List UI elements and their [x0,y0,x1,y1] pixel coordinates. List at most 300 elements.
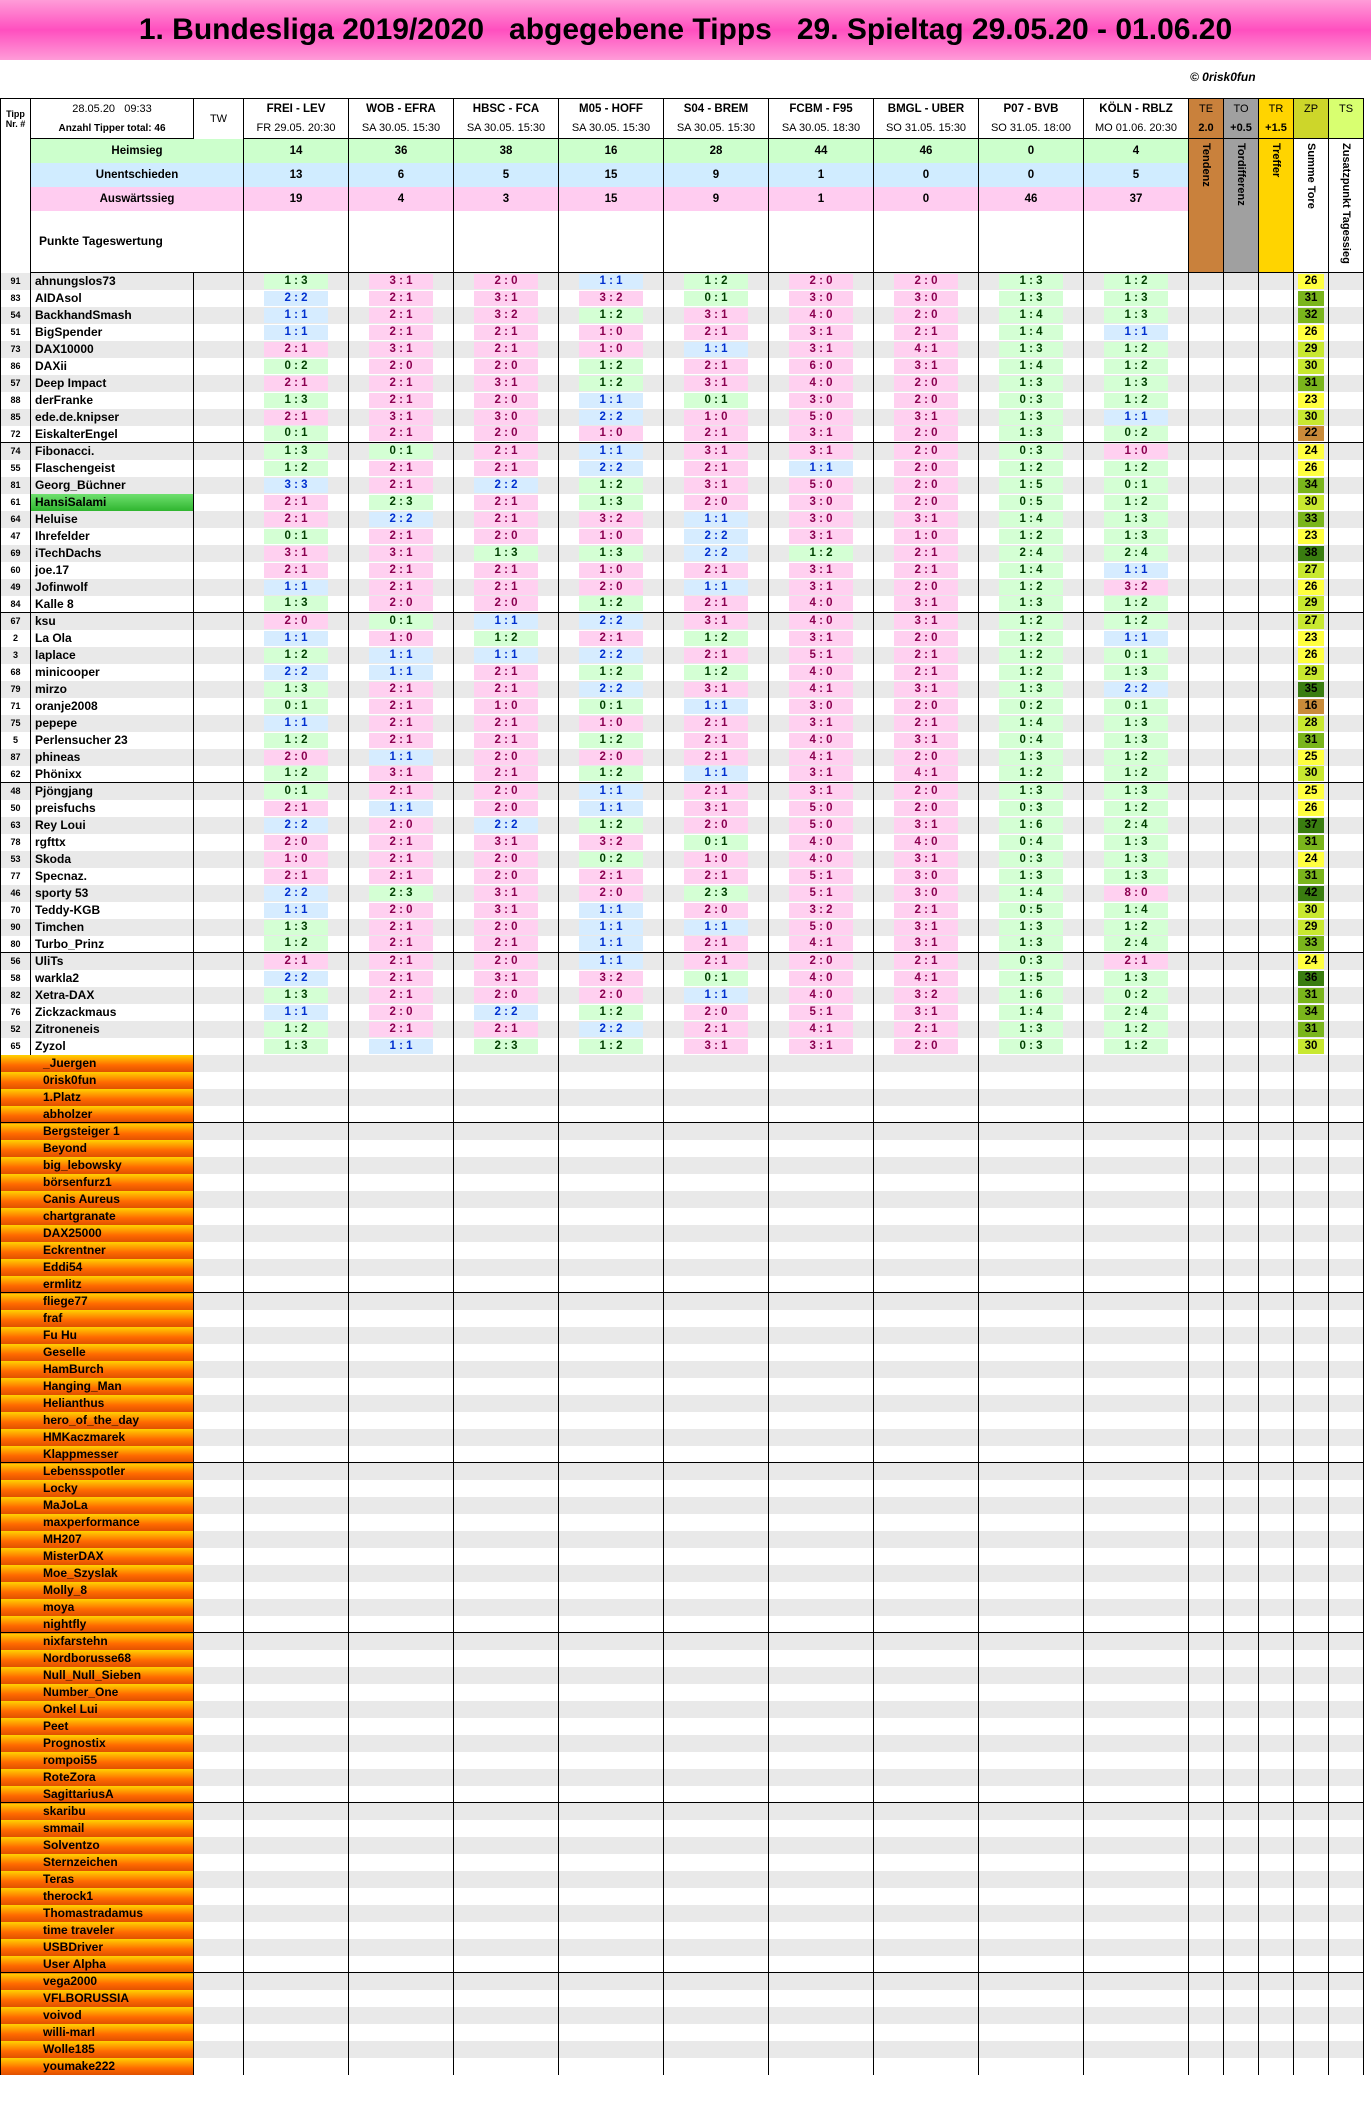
tip-value: 2 : 1 [474,580,538,595]
tw-cell [194,749,244,766]
tip-value: 2 : 0 [894,376,958,391]
empty-cell [1084,1123,1189,1140]
tipper-nr: 72 [1,426,31,443]
empty-cell [1294,1344,1329,1361]
tipper-nr: 78 [1,834,31,851]
empty-cell [874,1701,979,1718]
empty-cell [769,1769,874,1786]
empty-cell [769,1157,874,1174]
tip-value: 2 : 1 [264,563,328,578]
empty-cell [559,2024,664,2041]
tip-cell-2 [454,970,559,987]
tip-cell-3 [559,647,664,664]
tipper-name: DAX10000 [31,341,194,358]
to-cell [1224,477,1259,494]
empty-cell [769,1548,874,1565]
empty-cell [244,1990,349,2007]
tip-cell-2 [454,477,559,494]
tip-value: 0 : 1 [684,835,748,850]
tw-cell [194,460,244,477]
empty-cell [874,1174,979,1191]
empty-cell [1259,1514,1294,1531]
tip-value: 1 : 1 [264,631,328,646]
tip-cell-5 [769,902,874,919]
empty-cell [349,1106,454,1123]
tip-cell-0 [244,851,349,868]
empty-cell [1259,1174,1294,1191]
empty-cell [1259,1378,1294,1395]
tip-cell-1 [349,868,454,885]
tr-cell [1259,817,1294,834]
empty-cell [979,1701,1084,1718]
tip-cell-1 [349,426,454,443]
zp-cell [1294,426,1329,443]
zp-value: 30 [1298,1039,1324,1054]
tipper-name: La Ola [31,630,194,647]
empty-cell [349,1089,454,1106]
empty-cell [769,1123,874,1140]
empty-cell [1259,1752,1294,1769]
tip-cell-8 [1084,647,1189,664]
tip-value: 1 : 1 [369,665,433,680]
empty-cell [349,1378,454,1395]
to-cell [1224,1021,1259,1038]
empty-cell [1224,1599,1259,1616]
to-cell [1224,358,1259,375]
empty-cell [194,1667,244,1684]
empty-cell [769,1378,874,1395]
empty-cell [1189,1208,1224,1225]
empty-cell [454,1922,559,1939]
empty-cell [1294,1463,1329,1480]
empty-cell [1084,1480,1189,1497]
ts-cell [1329,715,1364,732]
empty-cell [349,2058,454,2075]
to-cell [1224,681,1259,698]
empty-cell [1084,1599,1189,1616]
tw-cell [194,290,244,307]
empty-cell [194,1769,244,1786]
tip-cell-3 [559,936,664,953]
empty-cell [1224,1531,1259,1548]
tr-cell [1259,477,1294,494]
empty-cell [1329,1310,1364,1327]
tip-cell-2 [454,851,559,868]
tw-cell [194,562,244,579]
zp-cell [1294,902,1329,919]
empty-cell [194,1157,244,1174]
empty-cell [1259,1701,1294,1718]
tipper-row [1,511,1364,528]
empty-cell [559,1633,664,1650]
empty-cell [1224,1582,1259,1599]
tip-cell-5 [769,715,874,732]
tip-value: 2 : 1 [369,426,433,441]
empty-cell [349,1803,454,1820]
tip-value: 5 : 0 [789,801,853,816]
tip-value: 2 : 0 [264,614,328,629]
tip-value: 1 : 2 [1104,274,1168,289]
tip-cell-2 [454,800,559,817]
tip-value: 2 : 1 [369,852,433,867]
empty-cell [1189,1361,1224,1378]
to-cell [1224,460,1259,477]
tw-cell [194,783,244,800]
tip-cell-0 [244,817,349,834]
tip-value: 2 : 1 [894,903,958,918]
empty-cell [559,1956,664,1973]
stat-heimsieg-8: 4 [1084,139,1189,163]
tip-cell-5 [769,664,874,681]
tip-value: 1 : 0 [579,529,643,544]
empty-cell [194,1361,244,1378]
empty-cell [1259,1837,1294,1854]
inactive-tipper-row [1,1412,1364,1429]
empty-cell [1294,1446,1329,1463]
tip-value: 2 : 1 [894,325,958,340]
empty-cell [559,1888,664,1905]
tip-value: 2 : 0 [894,274,958,289]
zp-value: 30 [1298,495,1324,510]
zp-value: 26 [1298,325,1324,340]
extra-label-zp [1294,139,1329,273]
tr-cell [1259,494,1294,511]
empty-cell [664,1514,769,1531]
inactive-tipper-row [1,2007,1364,2024]
to-cell [1224,392,1259,409]
empty-cell [194,1191,244,1208]
empty-cell [454,1429,559,1446]
zp-value: 29 [1298,596,1324,611]
tip-value: 2 : 1 [894,546,958,561]
empty-cell [664,1548,769,1565]
empty-cell [349,1905,454,1922]
empty-cell [349,1429,454,1446]
tip-cell-0 [244,630,349,647]
tip-cell-0 [244,936,349,953]
ts-cell [1329,732,1364,749]
empty-cell [1294,1871,1329,1888]
tip-value: 3 : 0 [894,886,958,901]
tip-cell-1 [349,664,454,681]
tip-value: 2 : 1 [894,716,958,731]
tip-value: 2 : 0 [474,426,538,441]
inactive-tipper-row [1,1276,1364,1293]
empty-cell [559,1242,664,1259]
to-cell [1224,545,1259,562]
empty-cell [454,2024,559,2041]
empty-cell [349,1140,454,1157]
tip-value: 1 : 0 [369,631,433,646]
tip-cell-0 [244,307,349,324]
empty-cell [1259,1361,1294,1378]
tip-cell-0 [244,834,349,851]
tip-cell-0 [244,987,349,1004]
empty-cell [349,1191,454,1208]
match-teams-0: FREI - LEV [244,99,349,119]
empty-cell [454,1208,559,1225]
empty-cell [1329,1701,1364,1718]
empty-cell [769,1633,874,1650]
tip-cell-7 [979,834,1084,851]
empty-cell [454,1480,559,1497]
tip-value: 3 : 0 [789,512,853,527]
empty-cell [1259,1429,1294,1446]
empty-cell [1224,1548,1259,1565]
inactive-tipper-row [1,1395,1364,1412]
empty-cell [1329,1718,1364,1735]
empty-cell [454,1327,559,1344]
tip-value: 2 : 0 [789,274,853,289]
tip-value: 2 : 0 [684,1005,748,1020]
tip-cell-0 [244,970,349,987]
zp-cell [1294,545,1329,562]
tip-cell-8 [1084,664,1189,681]
tip-value: 1 : 3 [999,784,1063,799]
empty-cell [874,1157,979,1174]
empty-cell [1294,1497,1329,1514]
to-cell [1224,885,1259,902]
empty-cell [664,2041,769,2058]
tip-value: 2 : 0 [579,988,643,1003]
empty-cell [1329,1480,1364,1497]
tip-value: 3 : 1 [894,733,958,748]
stat-auswaertssieg-0: 19 [244,187,349,211]
empty-cell [1189,1089,1224,1106]
tip-value: 2 : 2 [579,410,643,425]
tw-cell [194,732,244,749]
tip-cell-3 [559,715,664,732]
tip-cell-5 [769,868,874,885]
match-date-2: SA 30.05. 15:30 [454,119,559,139]
tip-value: 1 : 2 [1104,801,1168,816]
tip-cell-1 [349,273,454,290]
empty-cell [559,1548,664,1565]
empty-cell [454,1718,559,1735]
empty-cell [874,2007,979,2024]
tip-cell-3 [559,324,664,341]
empty-cell [244,1157,349,1174]
tipper-nr: 83 [1,290,31,307]
empty-cell [874,1514,979,1531]
to-cell [1224,375,1259,392]
extra-label-te [1189,139,1224,273]
match-teams-6: BMGL - UBER [874,99,979,119]
tip-cell-7 [979,919,1084,936]
tip-cell-6 [874,953,979,970]
empty-cell [1294,1973,1329,1990]
extra-code-te: TE [1189,99,1224,119]
tipper-nr: 48 [1,783,31,800]
empty-cell [1259,1463,1294,1480]
empty-cell [1329,1157,1364,1174]
tip-cell-5 [769,358,874,375]
tip-value: 1 : 0 [264,852,328,867]
tip-cell-5 [769,800,874,817]
tip-cell-0 [244,919,349,936]
tip-value: 2 : 0 [474,852,538,867]
empty-cell [1189,1463,1224,1480]
tip-cell-5 [769,817,874,834]
tip-value: 1 : 3 [1104,308,1168,323]
inactive-name: moya [1,1599,194,1616]
empty-cell [454,1888,559,1905]
tip-value: 2 : 2 [684,529,748,544]
to-cell [1224,511,1259,528]
tip-value: 2 : 1 [264,342,328,357]
empty-cell [1294,1684,1329,1701]
tip-cell-2 [454,443,559,460]
empty-cell [1259,1854,1294,1871]
tw-cell [194,477,244,494]
inactive-name: 0risk0fun [1,1072,194,1089]
tipper-name: iTechDachs [31,545,194,562]
inactive-name: _Juergen [1,1055,194,1072]
tip-value: 2 : 2 [579,648,643,663]
tipper-row [1,647,1364,664]
empty-cell [194,1752,244,1769]
tip-value: 3 : 2 [1104,580,1168,595]
empty-cell [1189,1072,1224,1089]
inactive-name: rompoi55 [1,1752,194,1769]
tip-value: 2 : 0 [474,869,538,884]
tip-cell-6 [874,341,979,358]
stat-auswaertssieg-6: 0 [874,187,979,211]
tip-cell-6 [874,1004,979,1021]
tip-value: 0 : 1 [1104,478,1168,493]
tip-cell-3 [559,341,664,358]
tip-value: 4 : 0 [789,835,853,850]
tip-cell-6 [874,392,979,409]
tip-cell-7 [979,494,1084,511]
empty-cell [1329,1123,1364,1140]
tip-cell-7 [979,800,1084,817]
empty-cell [244,1939,349,1956]
tip-value: 2 : 0 [474,988,538,1003]
to-cell [1224,528,1259,545]
tip-value: 2 : 1 [894,563,958,578]
tip-value: 1 : 2 [999,766,1063,781]
tip-cell-5 [769,443,874,460]
empty-cell [1189,1735,1224,1752]
tipper-name: Fibonacci. [31,443,194,460]
empty-cell [1259,1276,1294,1293]
tip-cell-2 [454,324,559,341]
empty-cell [979,1820,1084,1837]
tipper-nr: 55 [1,460,31,477]
empty-cell [979,1276,1084,1293]
match-date-1: SA 30.05. 15:30 [349,119,454,139]
tip-cell-3 [559,562,664,579]
tip-value: 2 : 0 [894,750,958,765]
tip-value: 1 : 2 [999,665,1063,680]
tip-value: 1 : 1 [684,512,748,527]
tip-value: 0 : 2 [579,852,643,867]
empty-cell [1224,1327,1259,1344]
empty-cell [769,1667,874,1684]
zp-cell [1294,511,1329,528]
empty-cell [1084,2058,1189,2075]
tip-cell-4 [664,341,769,358]
empty-cell [979,1939,1084,1956]
empty-cell [559,1939,664,1956]
empty-cell [194,1803,244,1820]
empty-cell [1294,1667,1329,1684]
tip-cell-8 [1084,749,1189,766]
empty-cell [979,1446,1084,1463]
inactive-tipper-row [1,1089,1364,1106]
tip-cell-4 [664,477,769,494]
empty-cell [769,1429,874,1446]
tip-value: 1 : 1 [789,461,853,476]
empty-cell [1294,1735,1329,1752]
inactive-tipper-row [1,1939,1364,1956]
tip-value: 3 : 1 [894,818,958,833]
empty-cell [559,1259,664,1276]
tip-value: 4 : 1 [789,936,853,951]
empty-cell [244,1752,349,1769]
tip-cell-1 [349,800,454,817]
tip-value: 1 : 2 [999,631,1063,646]
empty-cell [1294,2007,1329,2024]
tip-cell-3 [559,443,664,460]
zp-value: 29 [1298,920,1324,935]
empty-cell [1084,1854,1189,1871]
empty-cell [194,1395,244,1412]
empty-cell [874,1718,979,1735]
empty-cell [244,1344,349,1361]
te-cell [1189,868,1224,885]
empty-cell [1224,1276,1259,1293]
tipper-row [1,341,1364,358]
tip-value: 1 : 1 [684,988,748,1003]
empty-cell [244,1395,349,1412]
empty-cell [1329,1820,1364,1837]
stat-unentschieden-7: 0 [979,163,1084,187]
empty-cell [194,1616,244,1633]
inactive-tipper-row [1,2041,1364,2058]
tip-cell-8 [1084,392,1189,409]
tip-value: 1 : 1 [1104,631,1168,646]
inactive-tipper-row [1,1548,1364,1565]
empty-cell [559,1293,664,1310]
empty-cell [1294,1361,1329,1378]
tip-value: 1 : 1 [264,903,328,918]
tip-cell-4 [664,443,769,460]
empty-cell [1329,1106,1364,1123]
tip-value: 3 : 1 [789,1039,853,1054]
punkte-spacer-6 [874,211,979,273]
tip-cell-8 [1084,324,1189,341]
ts-cell [1329,562,1364,579]
empty-cell [874,1854,979,1871]
tipper-name: AIDAsol [31,290,194,307]
empty-cell [664,1293,769,1310]
tip-cell-7 [979,885,1084,902]
empty-cell [769,2041,874,2058]
te-cell [1189,477,1224,494]
tip-cell-3 [559,1004,664,1021]
empty-cell [979,1293,1084,1310]
tip-cell-0 [244,647,349,664]
tip-value: 3 : 1 [894,852,958,867]
empty-cell [1294,1905,1329,1922]
empty-cell [769,1072,874,1089]
tip-value: 1 : 1 [684,920,748,935]
empty-cell [874,1973,979,1990]
tip-value: 2 : 3 [369,495,433,510]
inactive-tipper-row [1,1922,1364,1939]
